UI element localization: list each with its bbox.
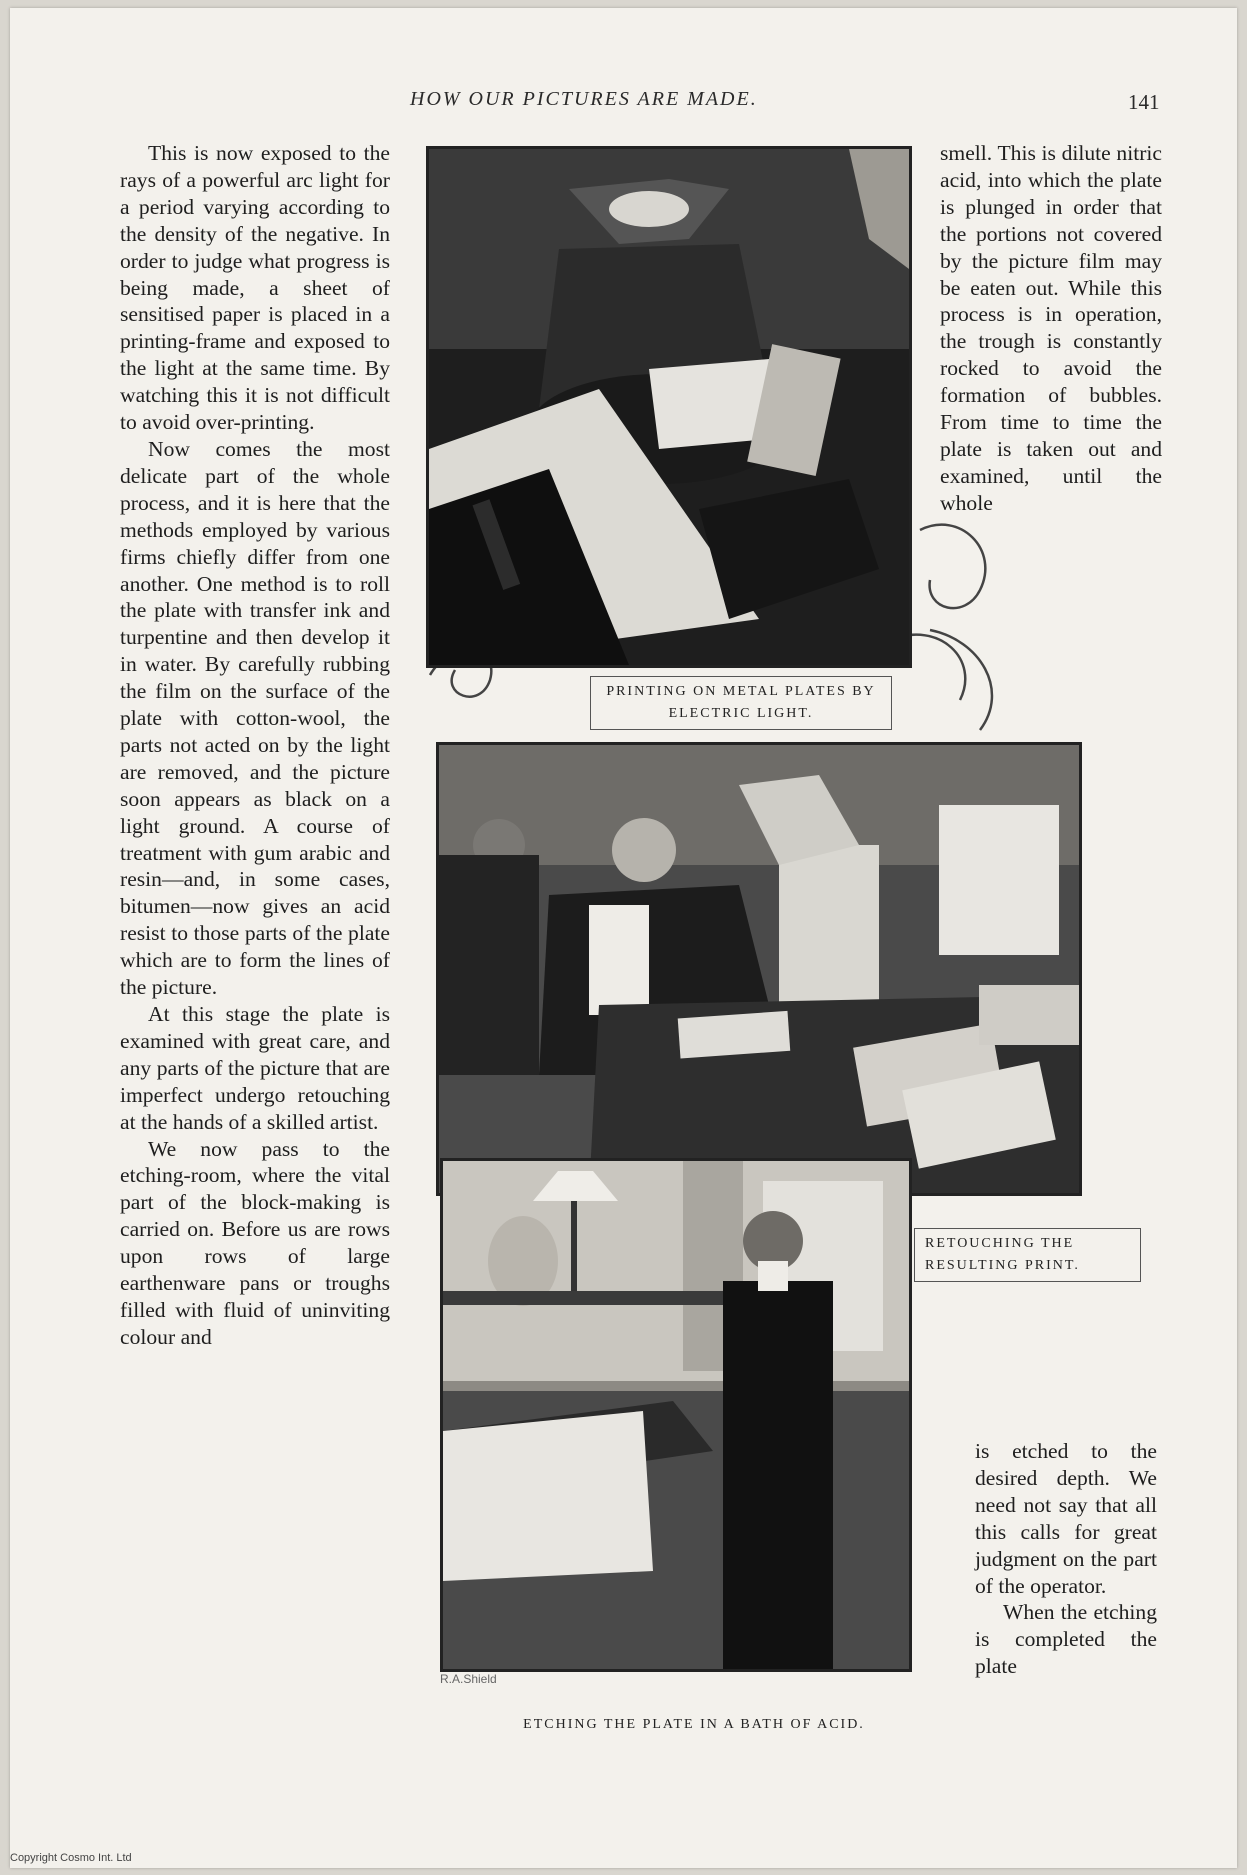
copyright-watermark: Copyright Cosmo Int. Ltd <box>10 1852 132 1864</box>
paragraph: We now pass to the etching-room, where the vital part of the block-making is carried on. Before us are rows upon rows of large earthenware pans or troughs filled with fluid of uninviting colour and <box>120 1136 390 1349</box>
paragraph: smell. This is dilute nitric acid, into which the plate is plunged in order that the portions not covered by the picture film may be eaten out. While this process is in operation, the trough is constantly rocked to avoid the formation of bubbles. From time to time the plate is taken out and examined, until the whole <box>940 141 1162 515</box>
caption-etching: ETCHING THE PLATE IN A BATH OF ACID. <box>523 1717 865 1732</box>
caption-retouching: RETOUCHING THE RESULTING PRINT. <box>914 1228 1141 1282</box>
page-number: 141 <box>1128 90 1160 114</box>
photo-etching-the-plate <box>440 1158 912 1672</box>
paragraph: Now comes the most delicate part of the whole process, and it is here that the methods employed by various firms chiefly differ from one another. One method is to roll the plate with transfer ink and turpentine and then develop it in water. By carefully rubbing the film on the surface of the plate with cotton-wool, the parts not acted on by the light are removed, and the picture soon appears as black on a light ground. A course of treatment with gum arabic and resin—and, in some cases, bitumen—now gives an acid resist to those parts of the plate which are to form the lines of the picture. <box>120 436 390 1000</box>
photo-image <box>443 1161 909 1669</box>
photo-image <box>439 745 1079 1193</box>
left-text-column <box>120 140 390 1351</box>
photo-image <box>429 149 909 665</box>
paragraph: This is now exposed to the rays of a powerful arc light for a period varying according to the density of the negative. In order to judge what progress is being made, a sheet of sensitised paper is placed in a printing-frame and exposed to the light at the same time. By watching this it is not difficult to avoid over-printing. <box>120 141 390 435</box>
artist-signature: R.A.Shield <box>440 1672 497 1686</box>
caption-printing: PRINTING ON METAL PLATES BY ELECTRIC LIGHT. <box>590 676 892 730</box>
right-text-column-top <box>940 140 1162 517</box>
paragraph: is etched to the desired depth. We need not say that all this calls for great judgment on the part of the operator. <box>975 1439 1157 1598</box>
paragraph: When the etching is completed the plate <box>975 1600 1157 1679</box>
photo-printing-on-metal-plates <box>426 146 912 668</box>
paragraph: At this stage the plate is examined with great care, and any parts of the picture that are imperfect undergo retouching at the hands of a skilled artist. <box>120 1002 390 1134</box>
photo-retouching-the-print <box>436 742 1082 1196</box>
running-title: HOW OUR PICTURES ARE MADE. <box>410 88 758 110</box>
